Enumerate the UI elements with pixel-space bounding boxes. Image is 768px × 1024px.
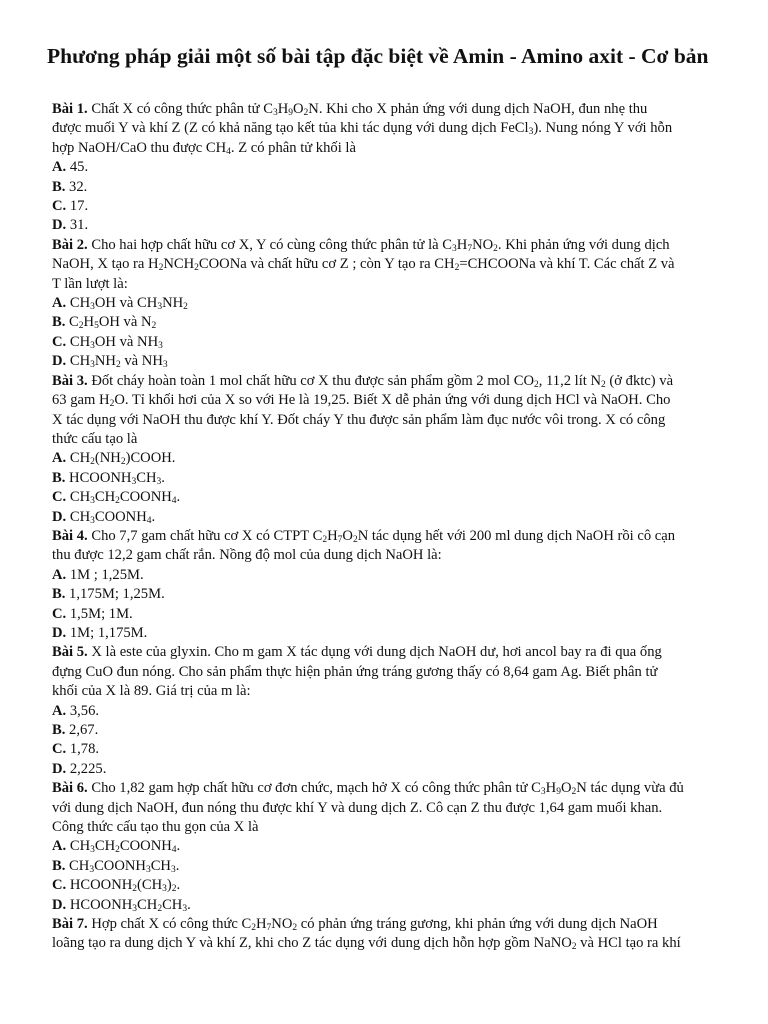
text-run: 31. xyxy=(66,217,89,234)
subscript: 2 xyxy=(120,457,126,468)
subscript: 2 xyxy=(322,534,328,545)
text-run: O xyxy=(292,101,304,117)
subscript: 2 xyxy=(303,108,309,118)
text-run: HCOONH xyxy=(66,877,133,894)
text-run: 32. xyxy=(65,178,88,195)
subscript: 2 xyxy=(171,884,177,895)
problem-4 xyxy=(52,527,732,643)
subscript: 3 xyxy=(145,864,151,875)
answer-option xyxy=(52,508,732,527)
problem-6 xyxy=(52,779,732,915)
subscript: 2 xyxy=(115,360,121,371)
text-run: X tác dụng với NaOH thu được khí Y. Đốt cháy Y thu được sản phẩm làm đục nước vôi trong. X có công xyxy=(52,411,666,428)
answer-option xyxy=(52,352,732,371)
subscript: 2 xyxy=(292,923,298,934)
text-run: )COOH. xyxy=(125,450,176,467)
text-run: N tác dụng vừa đủ xyxy=(576,780,684,797)
text-run: . Khi phản ứng với dung dịch xyxy=(497,236,670,253)
problem-line xyxy=(52,119,732,138)
subscript: 3 xyxy=(182,903,188,914)
text-run: COONH xyxy=(94,857,146,874)
answer-option xyxy=(52,721,732,740)
text-run: HCOONH xyxy=(65,469,132,486)
text-run: được muối Y và khí Z (Z có khả năng tạo kết tủa khi tác dụng với dung dịch FeCl xyxy=(52,120,529,137)
problem-line xyxy=(52,255,732,274)
text-run: 1,175M; 1,25M. xyxy=(65,586,165,603)
text-run: với dung dịch NaOH, đun nóng thu được khí Y và dung dịch Z. Cô cạn Z thu được 1,64 gam muối khan. xyxy=(52,799,663,816)
subscript: 3 xyxy=(528,127,534,138)
answer-option xyxy=(52,760,732,779)
subscript: 3 xyxy=(170,864,176,875)
subscript: 3 xyxy=(158,340,163,351)
text-run: NO xyxy=(472,236,494,253)
text-run: H xyxy=(545,780,557,797)
option-key: A. xyxy=(52,295,67,312)
text-run: . xyxy=(187,896,191,913)
subscript: 3 xyxy=(90,302,95,313)
text-run: CH xyxy=(66,838,91,855)
text-run: N. Khi cho X phản ứng với dung dịch NaOH, đun nhẹ thu xyxy=(308,101,648,117)
problem-line xyxy=(52,934,732,953)
text-run: H xyxy=(277,101,289,117)
subscript: 3 xyxy=(540,787,546,798)
text-run: NO xyxy=(271,916,293,933)
option-key: A. xyxy=(52,566,67,583)
text-run: CH xyxy=(66,450,91,467)
text-run: . xyxy=(151,508,156,525)
subscript: 2 xyxy=(132,884,138,895)
option-key: B. xyxy=(52,857,66,874)
option-key: B. xyxy=(52,586,66,603)
text-run: Chất X có công thức phân tử C xyxy=(87,101,273,117)
option-key: B. xyxy=(52,722,66,738)
answer-option xyxy=(52,605,732,624)
subscript: 2 xyxy=(109,399,115,410)
option-key: B. xyxy=(52,469,66,486)
answer-option xyxy=(52,158,732,177)
problem-line xyxy=(52,663,732,682)
text-run: (NH xyxy=(94,450,121,467)
option-key: B. xyxy=(52,178,66,195)
text-run: OH và CH xyxy=(94,295,158,312)
problem-line xyxy=(52,391,732,410)
answer-option xyxy=(52,197,732,216)
option-key: C. xyxy=(52,605,67,622)
text-run: Cho 1,82 gam hợp chất hữu cơ đơn chức, mạch hở X có công thức phân tử C xyxy=(87,780,541,797)
text-run: 45. xyxy=(66,159,89,176)
subscript: 2 xyxy=(115,845,120,856)
text-run: 3,56. xyxy=(66,702,100,719)
option-key: D. xyxy=(52,624,67,641)
option-key: D. xyxy=(52,217,67,234)
option-key: A. xyxy=(52,702,67,719)
text-run: thu được 12,2 gam chất rắn. Nồng độ mol của dung dịch NaOH là: xyxy=(52,547,442,564)
text-run: H xyxy=(83,314,95,331)
subscript: 3 xyxy=(90,340,95,351)
subscript: 2 xyxy=(151,321,157,332)
text-run: ). Nung nóng Y với hỗn xyxy=(533,120,673,137)
problem-line xyxy=(52,411,732,430)
problem-1 xyxy=(52,100,732,236)
text-run: Hợp chất X có công thức C xyxy=(87,916,252,933)
answer-option xyxy=(52,896,732,915)
text-run: ) xyxy=(166,877,172,894)
option-key: C. xyxy=(52,489,67,506)
subscript: 2 xyxy=(493,243,498,254)
text-run: COONH xyxy=(119,838,172,855)
option-key: C. xyxy=(52,333,67,350)
problem-label: Bài 5. xyxy=(52,644,88,661)
text-run: khối của X là 89. Giá trị của m là: xyxy=(52,683,251,700)
problem-line xyxy=(52,139,732,158)
text-run: OH và NH xyxy=(94,333,159,350)
subscript: 2 xyxy=(601,379,606,390)
problem-3 xyxy=(52,372,732,527)
text-run: CH xyxy=(137,896,158,913)
subscript: 3 xyxy=(162,360,168,371)
text-run: O. Tỉ khối hơi của X so với He là 19,25. Biết X dễ phản ứng với dung dịch HCl và NaOH. Cho xyxy=(114,392,671,409)
text-run: =CHCOONa và khí T. Các chất Z và xyxy=(459,256,675,273)
text-run: H xyxy=(456,236,468,253)
answer-option xyxy=(52,294,732,313)
text-run: . Z có phân tử khối là xyxy=(230,139,356,156)
subscript: 2 xyxy=(352,534,358,545)
subscript: 3 xyxy=(90,515,95,526)
answer-option xyxy=(52,449,732,468)
text-run: CH xyxy=(66,508,91,525)
problem-label: Bài 3. xyxy=(52,372,88,389)
problem-line xyxy=(52,527,732,546)
text-run: NH xyxy=(94,353,116,370)
subscript: 2 xyxy=(115,496,120,507)
option-key: D. xyxy=(52,896,67,913)
subscript: 2 xyxy=(90,457,95,468)
subscript: 2 xyxy=(183,302,188,313)
text-run: H xyxy=(327,527,338,544)
option-key: D. xyxy=(52,508,67,525)
text-run: CH xyxy=(66,489,91,506)
answer-option xyxy=(52,585,732,604)
text-run: . xyxy=(176,877,181,894)
problem-label: Bài 7. xyxy=(52,916,88,933)
option-key: D. xyxy=(52,760,67,777)
subscript: 4 xyxy=(171,496,177,507)
text-run: COONH xyxy=(119,489,172,506)
problem-label: Bài 1. xyxy=(52,101,88,117)
text-run: . xyxy=(176,838,181,855)
subscript: 3 xyxy=(90,360,95,371)
answer-option xyxy=(52,216,732,235)
text-run: CH xyxy=(136,469,157,486)
option-key: D. xyxy=(52,353,67,370)
subscript: 3 xyxy=(90,496,95,507)
subscript: 2 xyxy=(157,903,163,914)
text-run: 1M; 1,175M. xyxy=(66,624,148,641)
text-run: Cho 7,7 gam chất hữu cơ X có CTPT C xyxy=(87,527,323,544)
text-run: 1,78. xyxy=(66,741,100,758)
text-run: hợp NaOH/CaO thu được CH xyxy=(52,139,227,156)
text-run: (CH xyxy=(137,877,163,894)
problem-line xyxy=(52,682,732,701)
text-run: COONH xyxy=(94,508,147,525)
answer-option xyxy=(52,702,732,721)
answer-option xyxy=(52,624,732,643)
subscript: 3 xyxy=(452,243,457,254)
subscript: 3 xyxy=(89,864,95,875)
subscript: 2 xyxy=(533,379,539,390)
answer-option xyxy=(52,566,732,585)
answer-option xyxy=(52,837,732,856)
answer-option xyxy=(52,469,732,488)
problem-label: Bài 6. xyxy=(52,780,88,797)
text-run: CH xyxy=(66,333,91,350)
problem-line xyxy=(52,372,732,391)
subscript: 4 xyxy=(171,845,177,856)
subscript: 2 xyxy=(194,263,199,274)
problem-line xyxy=(52,818,732,837)
subscript: 7 xyxy=(467,243,473,254)
option-key: A. xyxy=(52,159,67,176)
text-run: . xyxy=(175,857,180,874)
option-key: B. xyxy=(52,314,66,331)
problem-line xyxy=(52,915,732,934)
text-run: T lần lượt là: xyxy=(52,275,128,292)
problem-line xyxy=(52,100,732,119)
text-run: OH và N xyxy=(98,314,152,331)
subscript: 3 xyxy=(162,884,167,895)
answer-option xyxy=(52,488,732,507)
text-run: và HCl tạo ra khí xyxy=(576,935,681,952)
subscript: 2 xyxy=(158,263,164,274)
text-run: có phản ứng tráng gương, khi phản ứng với dung dịch NaOH xyxy=(297,916,658,933)
problem-label: Bài 4. xyxy=(52,527,88,544)
subscript: 9 xyxy=(556,787,561,798)
problem-line xyxy=(52,275,732,294)
text-run: COONa và chất hữu cơ Z ; còn Y tạo ra CH xyxy=(198,256,455,273)
subscript: 7 xyxy=(266,923,272,934)
problem-line xyxy=(52,236,732,255)
text-run: đựng CuO đun nóng. Cho sản phẩm thực hiện phản ứng tráng gương thấy có 8,64 gam Ag. Biết phân tử xyxy=(52,663,658,680)
text-run: NH xyxy=(162,295,184,312)
subscript: 4 xyxy=(226,146,231,157)
text-run: 63 gam H xyxy=(52,392,110,409)
subscript: 3 xyxy=(90,845,95,856)
answer-option xyxy=(52,313,732,332)
text-run: NaOH, X tạo ra H xyxy=(52,256,159,273)
answer-option xyxy=(52,857,732,876)
text-run: 1M ; 1,25M. xyxy=(66,566,144,583)
text-run: CH xyxy=(94,838,116,855)
answer-option xyxy=(52,178,732,197)
subscript: 2 xyxy=(454,263,460,274)
problem-line xyxy=(52,799,732,818)
option-key: C. xyxy=(52,198,67,215)
text-run: và NH xyxy=(120,353,163,370)
text-run: 17. xyxy=(66,198,89,215)
option-key: A. xyxy=(52,450,67,467)
text-run: HCOONH xyxy=(66,896,133,913)
problem-5 xyxy=(52,643,732,779)
text-run: O xyxy=(342,527,353,544)
text-run: NCH xyxy=(163,256,195,273)
subscript: 3 xyxy=(157,302,163,313)
subscript: 9 xyxy=(288,108,293,118)
answer-option xyxy=(52,876,732,895)
text-run: X là este của glyxin. Cho m gam X tác dụng với dung dịch NaOH dư, hơi ancol bay ra đi qua ống xyxy=(87,644,662,661)
text-run: thức cấu tạo là xyxy=(52,430,138,447)
problem-line xyxy=(52,430,732,449)
text-run: Cho hai hợp chất hữu cơ X, Y có cùng công thức phân tử là C xyxy=(87,236,453,253)
text-run: CH xyxy=(66,295,91,312)
text-run: 1,5M; 1M. xyxy=(66,605,133,622)
subscript: 3 xyxy=(272,108,278,118)
answer-option xyxy=(52,740,732,759)
text-run: . xyxy=(176,489,181,506)
text-run: 2,225. xyxy=(66,760,107,777)
text-run: O xyxy=(560,780,572,797)
option-key: A. xyxy=(52,838,67,855)
text-run: Công thức cấu tạo thu gọn của X là xyxy=(52,819,259,836)
subscript: 3 xyxy=(156,476,162,487)
text-run: loãng tạo ra dung dịch Y và khí Z, khi cho Z tác dụng với dung dịch hỗn hợp gồm NaNO xyxy=(52,935,572,952)
answer-option xyxy=(52,333,732,352)
text-run: C xyxy=(65,314,79,331)
subscript: 2 xyxy=(571,942,577,953)
text-run: CH xyxy=(94,489,116,506)
problem-label: Bài 2. xyxy=(52,236,88,253)
problem-7 xyxy=(52,915,732,954)
subscript: 3 xyxy=(131,476,137,487)
text-run: CH xyxy=(65,857,90,874)
subscript: 7 xyxy=(337,534,343,545)
option-key: C. xyxy=(52,877,67,894)
text-run: CH xyxy=(66,353,91,370)
document-body xyxy=(52,100,732,954)
text-run: N tác dụng hết với 200 ml dung dịch NaOH rồi cô cạn xyxy=(357,527,676,544)
text-run: CH xyxy=(150,857,171,874)
subscript: 2 xyxy=(251,923,256,934)
subscript: 2 xyxy=(78,321,84,332)
subscript: 2 xyxy=(571,787,577,798)
text-run: 2,67. xyxy=(65,722,99,738)
subscript: 4 xyxy=(146,515,152,526)
text-run: H xyxy=(256,916,267,933)
subscript: 3 xyxy=(132,903,138,914)
problem-line xyxy=(52,643,732,662)
text-run: , 11,2 lít N xyxy=(538,372,602,389)
problem-2 xyxy=(52,236,732,372)
text-run: . xyxy=(161,469,165,486)
problem-line xyxy=(52,546,732,565)
option-key: C. xyxy=(52,741,67,758)
text-run: CH xyxy=(162,896,183,913)
subscript: 5 xyxy=(94,321,99,332)
document-title: Phương pháp giải một số bài tập đặc biệt về Amin - Amino axit - Cơ bản xyxy=(47,44,709,68)
problem-line xyxy=(52,779,732,798)
text-run: (ở đktc) và xyxy=(605,372,674,389)
text-run: Đốt cháy hoàn toàn 1 mol chất hữu cơ X thu được sản phẩm gồm 2 mol CO xyxy=(87,372,534,389)
